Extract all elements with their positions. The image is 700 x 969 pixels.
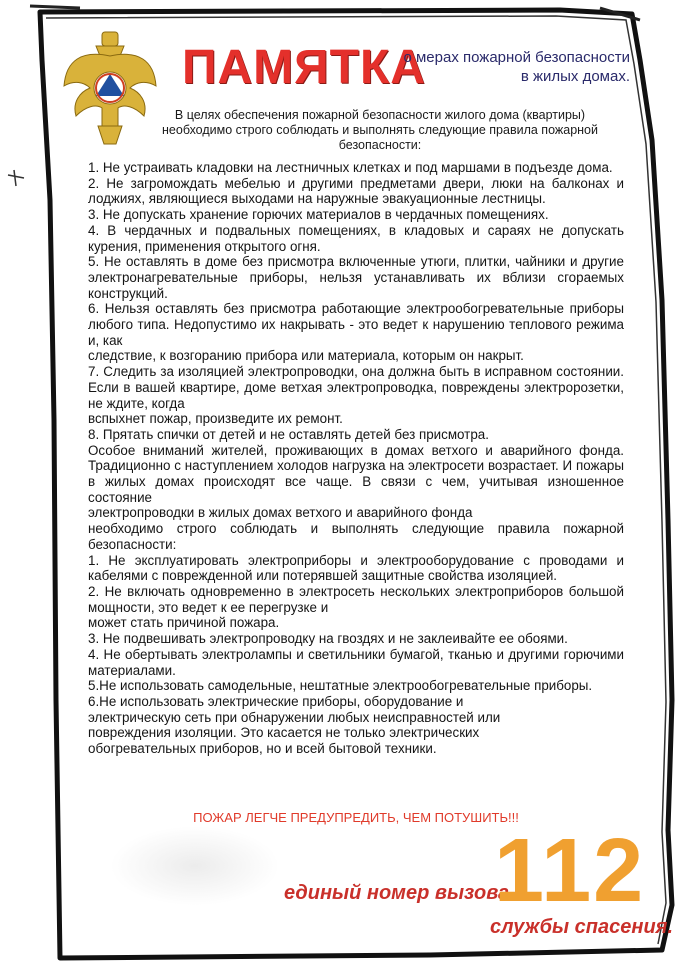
page-title: ПАМЯТКА (182, 41, 426, 94)
rule-paragraph: вспыхнет пожар, произведите их ремонт. (88, 411, 343, 427)
subtitle-line-2: в жилых домах. (520, 68, 630, 85)
rule-paragraph: необходимо строго соблюдать и выполнять следующие правила пожарной безопасности: (88, 521, 624, 552)
rule-paragraph: Особое вниманий жителей, проживающих в домах ветхого и аварийного фонда. Традиционно с наступлением холодов нагрузка на электросети возрастает. И пожары в жилых домах происходят все чаще. В связи с чем, учитывая изношенное состояние (88, 442, 624, 505)
rule-paragraph: электропроводки в жилых домах ветхого и аварийного фонда (88, 505, 473, 521)
page-subtitle (398, 48, 630, 86)
rule-paragraph: 4. В чердачных и подвальных помещениях, в кладовых и сараях не допускать курения, применения открытого огня. (88, 222, 624, 254)
rule-paragraph: 4. Не обертывать электролампы и светильники бумагой, тканью и другими горючими материалами. (88, 646, 624, 678)
rule-paragraph: электрическую сеть при обнаружении любых неисправностей или (88, 709, 501, 725)
emergency-number: 112 (494, 821, 646, 921)
emergency-ministry-emblem-icon (62, 30, 158, 148)
rule-paragraph: 3. Не подвешивать электропроводку на гвоздях и не заклеивайте ее обоями. (88, 631, 568, 647)
rule-paragraph: может стать причиной пожара. (88, 615, 280, 631)
rule-paragraph: обогревательных приборов, но и всей бытовой техники. (88, 741, 437, 757)
rescue-service-label: службы спасения. (490, 916, 673, 938)
background-smudge (110, 826, 280, 906)
rule-paragraph: следствие, к возгоранию прибора или материала, которым он накрыт. (88, 348, 524, 364)
emergency-call-label: единый номер вызова (284, 882, 510, 904)
rule-paragraph: 8. Прятать спички от детей и не оставлять детей без присмотра. (88, 426, 489, 442)
rule-paragraph: 6.Не использовать электрические приборы, оборудование и (88, 693, 464, 709)
subtitle-line-1: о мерах пожарной безопасности (403, 49, 630, 66)
rule-paragraph: 3. Не допускать хранение горючих материалов в чердачных помещениях. (88, 207, 549, 223)
rule-paragraph: 6. Нельзя оставлять без присмотра работающие электрообогревательные приборы любого типа. Недопустимо их накрывать - это ведет к нарушению теплового режима и, как (88, 301, 624, 348)
rule-paragraph: 1. Не устраивать кладовки на лестничных клетках и под маршами в подъезде дома. (88, 160, 613, 175)
rule-paragraph: 2. Не включать одновременно в электросеть нескольких электроприборов большой мощности, это ведет к ее перегрузке и (88, 583, 624, 615)
rule-paragraph: 2. Не загромождать мебелью и другими предметами двери, люки на балконах и лоджиях, являющиеся выходами на наружные эвакуационные лестницы. (88, 175, 624, 207)
rule-paragraph: 5.Не использовать самодельные, нештатные электрообогревательные приборы. (88, 678, 593, 694)
rule-paragraph: 5. Не оставлять в доме без присмотра включенные утюги, плитки, чайники и другие электронагревательные приборы, нельзя устанавливать их вблизи сгораемых конструкций. (88, 254, 624, 301)
fire-prevention-slogan: ПОЖАР ЛЕГЧЕ ПРЕДУПРЕДИТЬ, ЧЕМ ПОТУШИТЬ!!! (193, 810, 519, 825)
rule-paragraph: 7. Следить за изоляцией электропроводки, она должна быть в исправном состоянии. Если в вашей квартире, доме ветхая электропроводка, повреждены электророзетки, не ждите, когда (88, 364, 624, 411)
intro-text: В целях обеспечения пожарной безопасности жилого дома (квартиры) необходимо строго соблюдать и выполнять следующие правила пожарной безопасности: (162, 108, 598, 152)
rule-paragraph: 1. Не эксплуатировать электроприборы и электрооборудование с проводами и кабелями с поврежденной или потерявшей защитные свойства изоляцией. (88, 552, 624, 584)
rule-paragraph: повреждения изоляции. Это касается не только электрических (88, 725, 480, 741)
rules-body (88, 160, 624, 757)
